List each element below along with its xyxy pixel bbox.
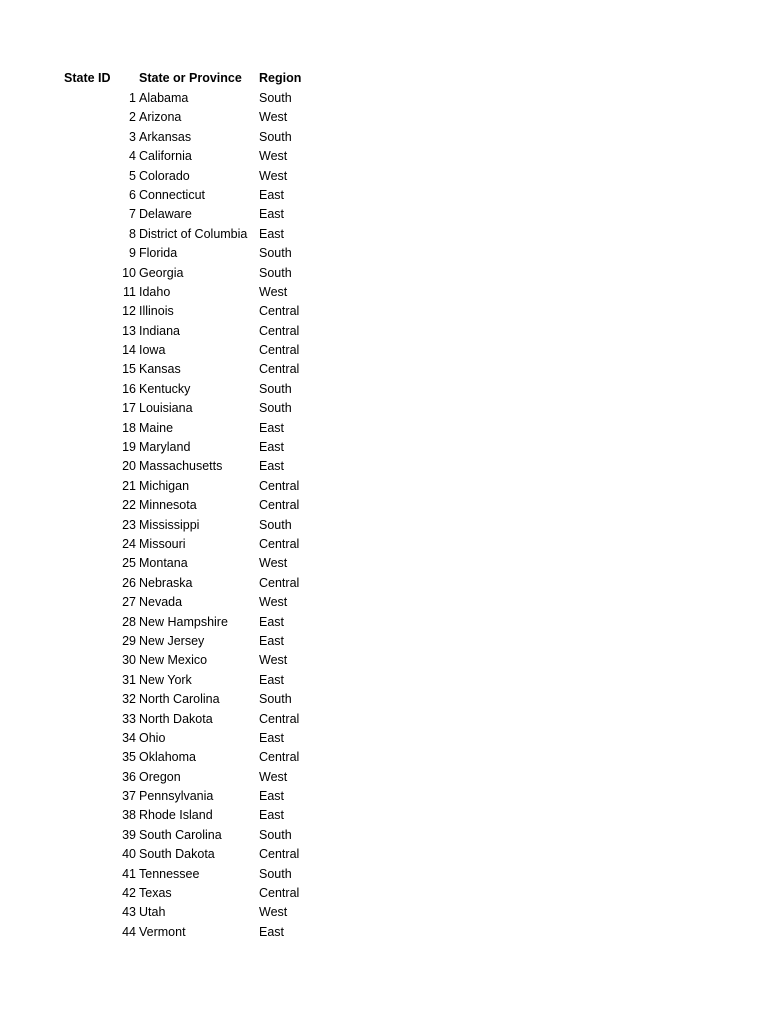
region-cell: South bbox=[259, 265, 292, 280]
state-name-cell: Ohio bbox=[139, 730, 166, 745]
state-name-cell: North Carolina bbox=[139, 692, 220, 707]
state-id-cell: 37 bbox=[122, 789, 136, 804]
region-cell: West bbox=[259, 556, 288, 571]
region-cell: West bbox=[259, 149, 288, 164]
state-name-cell: New Hampshire bbox=[139, 614, 228, 629]
region-cell: Central bbox=[259, 575, 300, 590]
state-id-cell: 9 bbox=[129, 246, 136, 261]
region-cell: Central bbox=[259, 478, 300, 493]
region-cell: West bbox=[259, 110, 288, 125]
state-name-cell: New Mexico bbox=[139, 653, 208, 668]
region-cell: East bbox=[259, 924, 285, 939]
state-id-cell: 30 bbox=[122, 653, 136, 668]
region-cell: West bbox=[259, 769, 288, 784]
region-cell: East bbox=[259, 789, 285, 804]
state-id-cell: 4 bbox=[129, 149, 136, 164]
state-name-cell: Missouri bbox=[139, 536, 186, 551]
region-cell: Central bbox=[259, 886, 300, 901]
state-name-cell: Maryland bbox=[139, 440, 191, 455]
state-id-cell: 35 bbox=[122, 750, 136, 765]
state-id-cell: 23 bbox=[122, 517, 136, 532]
state-name-cell: New Jersey bbox=[139, 633, 205, 648]
state-name-cell: Kansas bbox=[139, 362, 181, 377]
region-cell: Central bbox=[259, 304, 300, 319]
state-id-cell: 42 bbox=[122, 886, 136, 901]
state-name-cell: Louisiana bbox=[139, 401, 193, 416]
state-name-cell: Mississippi bbox=[139, 517, 200, 532]
region-cell: Central bbox=[259, 362, 300, 377]
state-name-cell: Connecticut bbox=[139, 187, 206, 202]
state-id-cell: 15 bbox=[122, 362, 136, 377]
state-id-cell: 12 bbox=[122, 304, 136, 319]
state-id-cell: 24 bbox=[122, 536, 136, 551]
region-cell: West bbox=[259, 905, 288, 920]
state-name-cell: Maine bbox=[139, 420, 174, 435]
state-id-cell: 41 bbox=[122, 866, 136, 881]
region-cell: East bbox=[259, 808, 285, 823]
region-cell: East bbox=[259, 226, 285, 241]
state-name-cell: Minnesota bbox=[139, 498, 197, 513]
state-name-cell: Alabama bbox=[139, 91, 189, 105]
region-cell: South bbox=[259, 401, 292, 416]
region-cell: South bbox=[259, 827, 292, 842]
state-name-cell: South Carolina bbox=[139, 827, 222, 842]
state-name-cell: Colorado bbox=[139, 168, 190, 183]
state-name-cell: Delaware bbox=[139, 207, 192, 222]
state-id-cell: 19 bbox=[122, 440, 136, 455]
region-cell: West bbox=[259, 168, 288, 183]
header-state-id: State ID bbox=[64, 71, 111, 85]
region-cell: South bbox=[259, 129, 292, 144]
state-name-cell: Montana bbox=[139, 556, 188, 571]
state-id-cell: 8 bbox=[129, 226, 136, 241]
state-id-cell: 29 bbox=[122, 633, 136, 648]
region-cell: West bbox=[259, 595, 288, 610]
region-cell: East bbox=[259, 614, 285, 629]
state-id-cell: 38 bbox=[122, 808, 136, 823]
state-id-cell: 14 bbox=[122, 343, 136, 358]
region-cell: East bbox=[259, 730, 285, 745]
state-id-cell: 10 bbox=[122, 265, 136, 280]
state-id-cell: 3 bbox=[129, 129, 136, 144]
state-id-cell: 43 bbox=[122, 905, 136, 920]
state-name-cell: Tennessee bbox=[139, 866, 200, 881]
state-id-cell: 33 bbox=[122, 711, 136, 726]
region-cell: Central bbox=[259, 498, 300, 513]
state-name-cell: North Dakota bbox=[139, 711, 213, 726]
state-id-cell: 20 bbox=[122, 459, 136, 474]
region-cell: Central bbox=[259, 847, 300, 862]
state-name-cell: Oklahoma bbox=[139, 750, 196, 765]
state-id-cell: 27 bbox=[122, 595, 136, 610]
state-name-cell: Oregon bbox=[139, 769, 181, 784]
state-id-cell: 13 bbox=[122, 323, 136, 338]
state-id-cell: 5 bbox=[129, 168, 136, 183]
state-name-cell: Nebraska bbox=[139, 575, 193, 590]
state-name-cell: South Dakota bbox=[139, 847, 215, 862]
state-name-cell: Iowa bbox=[139, 343, 166, 358]
state-id-cell: 7 bbox=[129, 207, 136, 222]
state-name-cell: Georgia bbox=[139, 265, 184, 280]
header-region: Region bbox=[259, 71, 302, 85]
region-cell: East bbox=[259, 633, 285, 648]
state-id-cell: 22 bbox=[122, 498, 136, 513]
state-id-cell: 6 bbox=[129, 187, 136, 202]
region-cell: South bbox=[259, 91, 292, 105]
state-name-cell: District of Columbia bbox=[139, 226, 248, 241]
region-cell: South bbox=[259, 381, 292, 396]
region-cell: West bbox=[259, 284, 288, 299]
state-name-cell: Utah bbox=[139, 905, 166, 920]
region-cell: East bbox=[259, 187, 285, 202]
state-name-cell: Florida bbox=[139, 246, 178, 261]
state-name-cell: Indiana bbox=[139, 323, 181, 338]
state-id-cell: 32 bbox=[122, 692, 136, 707]
state-name-cell: New York bbox=[139, 672, 192, 687]
region-cell: South bbox=[259, 866, 292, 881]
region-cell: South bbox=[259, 246, 292, 261]
state-name-cell: Arizona bbox=[139, 110, 182, 125]
state-name-cell: Vermont bbox=[139, 924, 186, 939]
state-name-cell: Massachusetts bbox=[139, 459, 223, 474]
state-id-cell: 39 bbox=[122, 827, 136, 842]
state-name-cell: Michigan bbox=[139, 478, 190, 493]
state-id-cell: 40 bbox=[122, 847, 136, 862]
region-cell: Central bbox=[259, 343, 300, 358]
state-id-cell: 31 bbox=[122, 672, 136, 687]
state-id-cell: 26 bbox=[122, 575, 136, 590]
state-id-cell: 18 bbox=[122, 420, 136, 435]
state-name-cell: Idaho bbox=[139, 284, 171, 299]
state-id-cell: 34 bbox=[122, 730, 136, 745]
region-cell: Central bbox=[259, 711, 300, 726]
region-cell: East bbox=[259, 459, 285, 474]
region-cell: East bbox=[259, 440, 285, 455]
region-cell: Central bbox=[259, 323, 300, 338]
state-id-cell: 17 bbox=[122, 401, 136, 416]
region-cell: Central bbox=[259, 536, 300, 551]
state-id-cell: 11 bbox=[123, 284, 136, 299]
state-id-cell: 25 bbox=[122, 556, 136, 571]
region-cell: South bbox=[259, 517, 292, 532]
region-cell: East bbox=[259, 672, 285, 687]
region-cell: Central bbox=[259, 750, 300, 765]
state-id-cell: 16 bbox=[122, 381, 136, 396]
state-name-cell: Texas bbox=[139, 886, 172, 901]
region-cell: South bbox=[259, 692, 292, 707]
state-id-cell: 21 bbox=[122, 478, 136, 493]
region-cell: West bbox=[259, 653, 288, 668]
state-id-cell: 44 bbox=[122, 924, 136, 939]
state-id-cell: 2 bbox=[129, 110, 136, 125]
state-name-cell: Nevada bbox=[139, 595, 183, 610]
region-cell: East bbox=[259, 420, 285, 435]
state-name-cell: Pennsylvania bbox=[139, 789, 214, 804]
header-state-or-province: State or Province bbox=[139, 71, 242, 85]
state-id-cell: 36 bbox=[122, 769, 136, 784]
state-name-cell: California bbox=[139, 149, 192, 164]
state-name-cell: Kentucky bbox=[139, 381, 191, 396]
state-name-cell: Rhode Island bbox=[139, 808, 213, 823]
state-name-cell: Arkansas bbox=[139, 129, 192, 144]
state-id-cell: 1 bbox=[129, 91, 136, 105]
region-cell: East bbox=[259, 207, 285, 222]
state-id-cell: 28 bbox=[122, 614, 136, 629]
state-name-cell: Illinois bbox=[139, 304, 174, 319]
